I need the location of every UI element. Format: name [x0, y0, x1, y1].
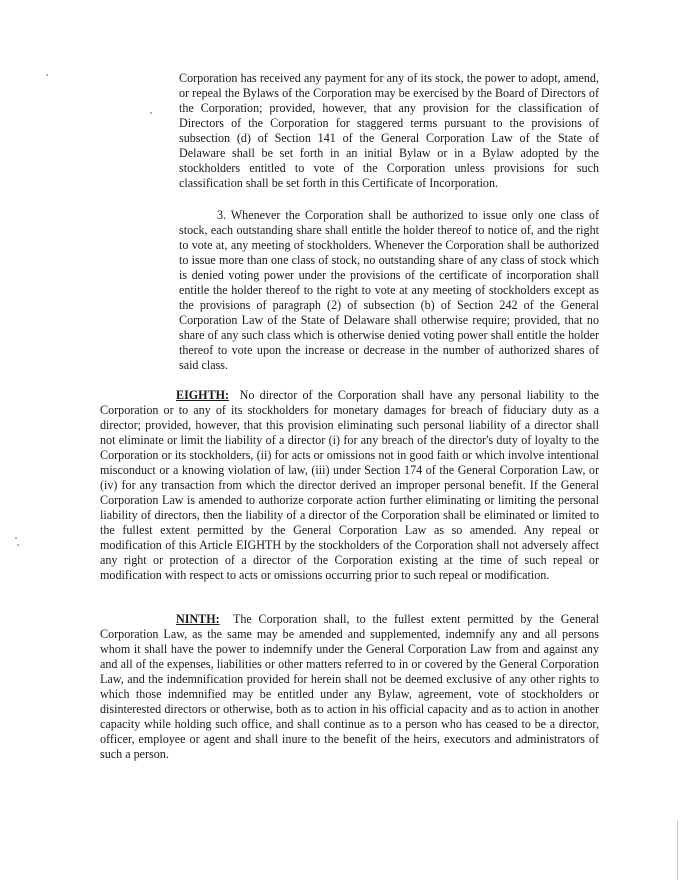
article-eighth [100, 388, 599, 583]
scan-speck [46, 74, 48, 76]
paragraph-3-text: 3. Whenever the Corporation shall be authorized to issue only one class of stock, each outstanding share shall entitle the holder thereof to notice of, and the right to vote at, any meeting of stockholders. Whenever the Corporation shall be authorized to issue more than one class of stock, no outstanding share of any class of stock which is denied voting power under the provisions of the certificate of incorporation shall entitle the holder thereof to the right to vote at any meeting of stockholders except as the provisions of paragraph (2) of subsection (b) of Section 242 of the General Corporation Law of the State of Delaware shall otherwise require; provided, that no share of any such class which is otherwise denied voting power shall entitle the holder thereof to vote upon the increase or decrease in the number of authorized shares of said class. [179, 208, 599, 372]
scan-edge-line [677, 820, 678, 880]
article-eighth-text: No director of the Corporation shall have any personal liability to the Corporation or to any of its stockholders for monetary damages for breach of fiduciary duty as a director; provided, however, that this provision eliminating such personal liability of a director shall not eliminate or limit the liability of a director (i) for any breach of the director's duty of loyalty to the Corporation or its stockholders, (ii) for acts or omissions not in good faith or which involve intentional misconduct or a knowing violation of law, (iii) under Section 174 of the General Corporation Law, or (iv) for any transaction from which the director derived an improper personal benefit. If the General Corporation Law is amended to authorize corporate action further eliminating or limiting the personal liability of directors, then the liability of a director of the Corporation shall be eliminated or limited to the fullest extent permitted by the General Corporation Law as so amended. Any repeal or modification of this Article EIGHTH by the stockholders of the Corporation shall not adversely affect any right or protection of a director of the Corporation existing at the time of such repeal or modification with respect to acts or omissions occurring prior to such repeal or modification. [100, 388, 600, 582]
scan-speck [17, 544, 19, 546]
paragraph-3 [179, 208, 599, 373]
paragraph-continuation: Corporation has received any payment for any of its stock, the power to adopt, amend, or repeal the Bylaws of the Corporation may be exercised by the Board of Directors of the Corporation; provided, however, that any provision for the classification of Directors of the Corporation for staggered terms pursuant to the provisions of subsection (d) of Section 141 of the General Corporation Law of the State of Delaware shall be set forth in an initial Bylaw or in a Bylaw adopted by the stockholders entitled to vote of the Corporation unless provisions for such classification shall be set forth in this Certificate of Incorporation. [179, 71, 599, 190]
article-ninth-text: The Corporation shall, to the fullest extent permitted by the General Corporation Law, as the same may be amended and supplemented, indemnify any and all persons whom it shall have the power to indemnify under the General Corporation Law from and against any and all of the expenses, liabilities or other matters referred to in or covered by the General Corporation Law, and the indemnification provided for herein shall not be deemed exclusive of any other rights to which those indemnified may be entitled under any Bylaw, agreement, vote of stockholders or disinterested directors or otherwise, both as to action in his official capacity and as to action in another capacity while holding such office, and shall continue as to a person who has ceased to be a director, officer, employee or agent and shall inure to the benefit of the heirs, executors and administrators of such a person. [100, 612, 599, 761]
scan-speck [15, 537, 17, 539]
scan-speck [150, 112, 152, 114]
article-eighth-heading: EIGHTH: [176, 388, 230, 402]
article-ninth [100, 612, 599, 762]
article-ninth-heading: NINTH: [176, 612, 220, 626]
